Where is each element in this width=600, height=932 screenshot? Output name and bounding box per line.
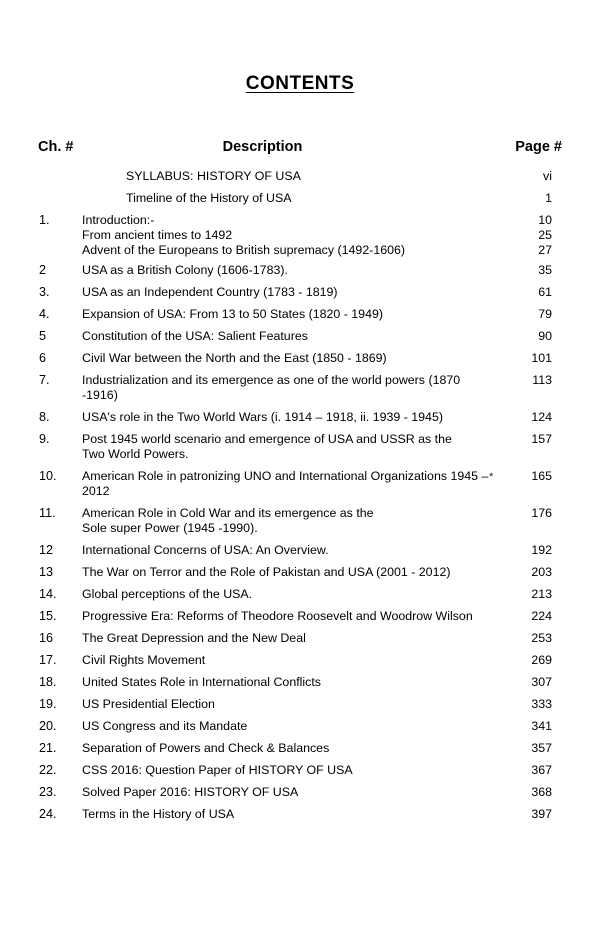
toc-page-number: 253 — [531, 631, 552, 645]
toc-description — [82, 213, 498, 258]
toc-page-number — [498, 506, 570, 521]
toc-chapter-number: 9. — [39, 432, 50, 446]
toc-description — [82, 432, 498, 462]
toc-row[interactable] — [30, 587, 570, 602]
toc-front-matter-row[interactable] — [30, 169, 570, 184]
toc-description: CSS 2016: Question Paper of HISTORY OF USA — [82, 763, 353, 777]
toc-page-number: 35 — [538, 263, 552, 277]
toc-page-number: 341 — [531, 719, 552, 733]
toc-description: Timeline of the History of USA — [126, 191, 292, 205]
toc-chapter-number: 4. — [39, 307, 50, 321]
toc-chapter-number: 7. — [39, 373, 50, 387]
toc-chapter-number: 8. — [39, 410, 50, 424]
toc-description: Separation of Powers and Check & Balances — [82, 741, 330, 755]
toc-page-number: 1 — [545, 191, 552, 205]
toc-row[interactable] — [30, 741, 570, 756]
toc-description-main: Post 1945 world scenario and emergence of USA and USSR as the — [82, 432, 452, 446]
toc-row[interactable] — [30, 351, 570, 366]
toc-description: American Role in patronizing UNO and International Organizations 1945 – 2012 — [82, 469, 489, 498]
toc-description-subline: From ancient times to 1492 — [82, 228, 233, 242]
toc-page-subline: 27 — [538, 243, 552, 257]
header-description: Description — [222, 139, 303, 155]
toc-row[interactable] — [30, 263, 570, 278]
toc-chapter-number: 21. — [39, 741, 57, 755]
toc-description: International Concerns of USA: An Overview. — [82, 543, 329, 557]
toc-row[interactable] — [30, 307, 570, 322]
toc-chapter-number: 24. — [39, 807, 57, 821]
toc-page-number: 61 — [538, 285, 552, 299]
toc-page-number: 367 — [531, 763, 552, 777]
toc-description-main: American Role in Cold War and its emergence as the — [82, 506, 374, 520]
toc-page-number: 101 — [531, 351, 552, 365]
toc-description-subline: Two World Powers. — [82, 447, 189, 461]
toc-row[interactable] — [30, 609, 570, 624]
toc-description: Solved Paper 2016: HISTORY OF USA — [82, 785, 299, 799]
toc-chapter-number: 15. — [39, 609, 57, 623]
toc-page-number: 203 — [531, 565, 552, 579]
toc-description: US Congress and its Mandate — [82, 719, 248, 733]
toc-chapter-number: 12 — [39, 543, 54, 557]
toc-row[interactable] — [30, 432, 570, 462]
toc-row[interactable] — [30, 565, 570, 580]
page-title: CONTENTS — [245, 73, 355, 94]
toc-description: SYLLABUS: HISTORY OF USA — [126, 169, 301, 183]
toc-description: Terms in the History of USA — [82, 807, 235, 821]
toc-page-number: 192 — [531, 543, 552, 557]
toc-page-number: 368 — [531, 785, 552, 799]
toc-page-number: 397 — [531, 807, 552, 821]
toc-page-number: 224 — [531, 609, 552, 623]
toc-chapter-number: 11. — [39, 506, 56, 520]
toc-chapter-number: 10. — [39, 469, 57, 483]
toc-page-number: 165 — [531, 469, 552, 483]
toc-row[interactable] — [30, 763, 570, 778]
toc-description: The War on Terror and the Role of Pakistan and USA (2001 - 2012) — [82, 565, 451, 579]
toc-row[interactable] — [30, 373, 570, 403]
toc-page-main: 10 — [538, 213, 552, 227]
toc-page-number: 124 — [531, 410, 552, 424]
toc-chapter-number: 5 — [39, 329, 47, 343]
toc-page-subline: 25 — [538, 228, 552, 242]
toc-description: Constitution of the USA: Salient Features — [82, 329, 308, 343]
toc-row[interactable] — [30, 543, 570, 558]
toc-chapter-number: 13 — [39, 565, 54, 579]
toc-front-matter-row[interactable] — [30, 191, 570, 206]
toc-page-number: vi — [543, 169, 552, 183]
toc-page-number: 307 — [531, 675, 552, 689]
toc-page-number: 79 — [538, 307, 552, 321]
toc-page-number: 213 — [531, 587, 552, 601]
toc-description: Global perceptions of the USA. — [82, 587, 253, 601]
toc-page-number — [498, 213, 570, 258]
toc-chapter-number: 22. — [39, 763, 57, 777]
toc-chapter-number: 1. — [39, 213, 50, 227]
toc-description: Progressive Era: Reforms of Theodore Roosevelt and Woodrow Wilson — [82, 609, 473, 623]
toc-chapter-number: 20. — [39, 719, 57, 733]
toc-chapter-number: 14. — [39, 587, 57, 601]
toc-chapter-number: 19. — [39, 697, 57, 711]
toc-page-number: 269 — [531, 653, 552, 667]
toc-chapter-number: 16 — [39, 631, 54, 645]
toc-row[interactable] — [30, 213, 570, 258]
toc-chapter-number: 23. — [39, 785, 57, 799]
toc-page-subline: 157 — [531, 432, 552, 446]
toc-description-subline: Sole super Power (1945 -1990). — [82, 521, 258, 535]
toc-row[interactable] — [30, 785, 570, 800]
toc-chapter-number: 6 — [39, 351, 47, 365]
toc-page-subline: 176 — [531, 506, 552, 520]
toc-row[interactable] — [30, 410, 570, 425]
table-of-contents — [30, 169, 570, 822]
toc-row[interactable] — [30, 329, 570, 344]
toc-description: USA's role in the Two World Wars (i. 1914 – 1918, ii. 1939 - 1945) — [82, 410, 443, 424]
toc-row[interactable] — [30, 653, 570, 668]
toc-description: US Presidential Election — [82, 697, 215, 711]
column-headers — [30, 139, 570, 155]
toc-description: Expansion of USA: From 13 to 50 States (1820 - 1949) — [82, 307, 383, 321]
asterisk-mark: * — [489, 471, 494, 483]
header-chapter: Ch. # — [38, 139, 74, 155]
toc-description: Industrialization and its emergence as one of the world powers (1870 -1916) — [82, 373, 461, 402]
toc-chapter-number: 3. — [39, 285, 50, 299]
toc-description: Civil War between the North and the East (1850 - 1869) — [82, 351, 387, 365]
toc-page-number: 113 — [532, 373, 552, 387]
toc-row[interactable] — [30, 697, 570, 712]
toc-chapter-number: 17. — [39, 653, 57, 667]
header-page: Page # — [515, 139, 562, 155]
toc-description-main: Introduction:- — [82, 213, 155, 227]
toc-page-number: 333 — [531, 697, 552, 711]
toc-description: United States Role in International Conflicts — [82, 675, 321, 689]
toc-page-number — [498, 432, 570, 447]
toc-description-subline: Advent of the Europeans to British supremacy (1492-1606) — [82, 243, 406, 257]
toc-row[interactable] — [30, 807, 570, 822]
toc-chapter-number: 18. — [39, 675, 57, 689]
toc-description: Civil Rights Movement — [82, 653, 206, 667]
toc-row[interactable] — [30, 285, 570, 300]
toc-description: USA as a British Colony (1606-1783). — [82, 263, 288, 277]
toc-row[interactable] — [30, 719, 570, 734]
toc-page-number: 357 — [531, 741, 552, 755]
toc-description: USA as an Independent Country (1783 - 1819) — [82, 285, 338, 299]
toc-chapter-number: 2 — [39, 263, 47, 277]
toc-description — [82, 506, 498, 536]
toc-page-number: 90 — [538, 329, 552, 343]
toc-row[interactable] — [30, 675, 570, 690]
toc-row[interactable] — [30, 631, 570, 646]
contents-page — [0, 73, 600, 932]
toc-description: The Great Depression and the New Deal — [82, 631, 306, 645]
toc-row[interactable] — [30, 506, 570, 536]
